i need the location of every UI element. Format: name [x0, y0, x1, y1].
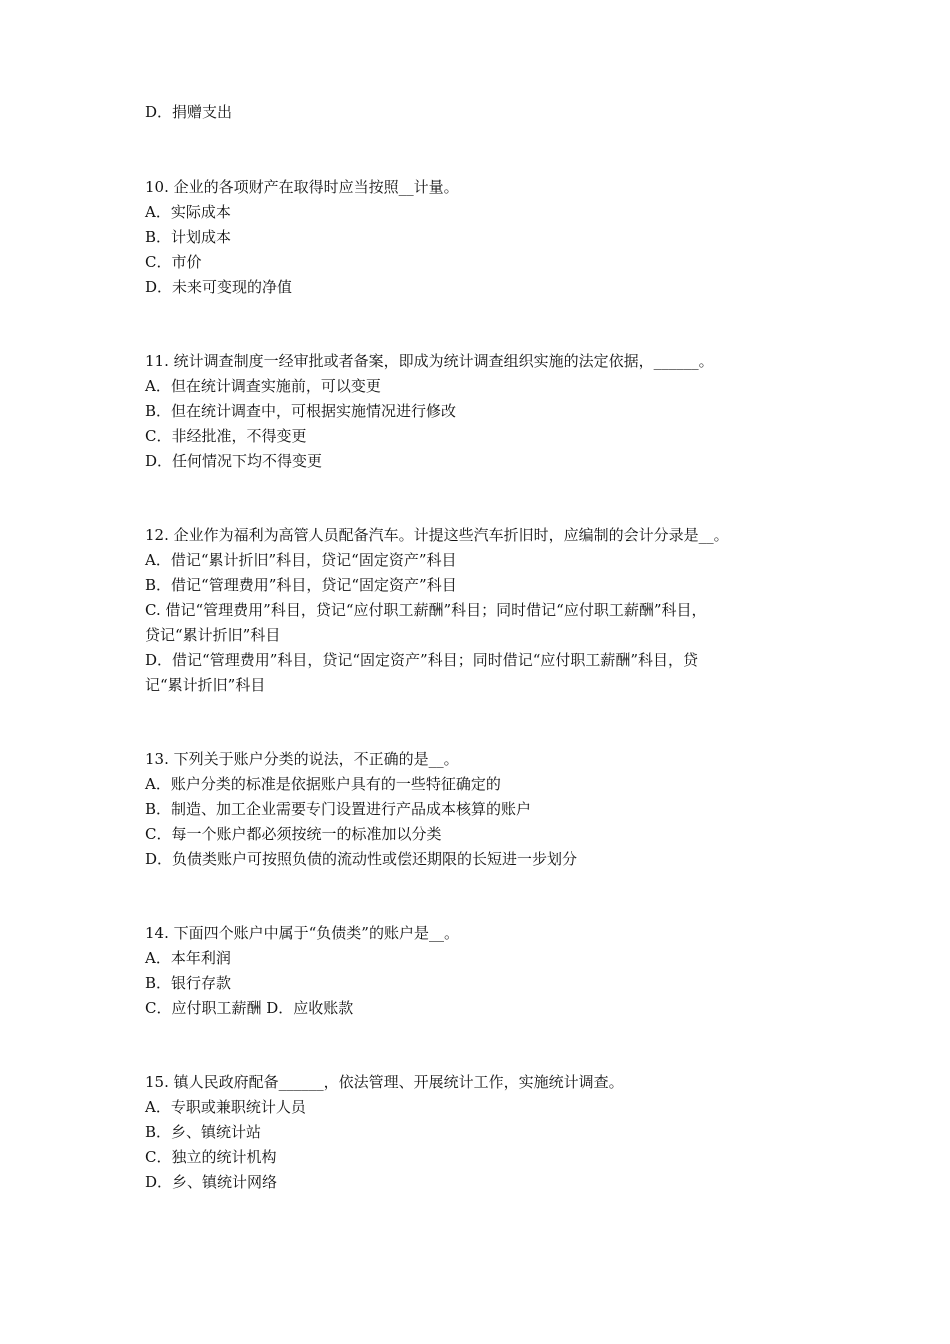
q11-option-a: A．但在统计调查实施前，可以变更 — [145, 377, 381, 395]
q10-option-d: D．未来可变现的净值 — [145, 278, 293, 296]
q11-stem: 11. 统计调查制度一经审批或者备案，即成为统计调查组织实施的法定依据，______。 — [145, 352, 714, 370]
q14-stem: 14. 下面四个账户中属于“负债类”的账户是__。 — [145, 924, 459, 942]
q14-option-a: A．本年利润 — [145, 949, 231, 967]
q14-option-c-d: C．应付职工薪酬 D．应收账款 — [145, 999, 354, 1017]
q15-option-c: C．独立的统计机构 — [145, 1148, 277, 1166]
q15-stem: 15. 镇人民政府配备______，依法管理、开展统计工作，实施统计调查。 — [145, 1073, 624, 1091]
q12-stem: 12. 企业作为福利为高管人员配备汽车。计提这些汽车折旧时，应编制的会计分录是__。 — [145, 526, 729, 544]
q11-option-d: D．任何情况下均不得变更 — [145, 452, 323, 470]
q13-option-b: B．制造、加工企业需要专门设置进行产品成本核算的账户 — [145, 800, 532, 818]
q12-option-c-continued: 贷记“累计折旧”科目 — [145, 626, 281, 644]
q15-option-b: B．乡、镇统计站 — [145, 1123, 262, 1141]
q12-option-c: C. 借记“管理费用”科目，贷记“应付职工薪酬”科目；同时借记“应付职工薪酬”科目， — [145, 601, 707, 619]
q12-option-a: A．借记“累计折旧”科目，贷记“固定资产”科目 — [145, 551, 457, 569]
q14-option-b: B．银行存款 — [145, 974, 232, 992]
q12-option-d: D．借记“管理费用”科目，贷记“固定资产”科目；同时借记“应付职工薪酬”科目，贷 — [145, 651, 699, 669]
q10-option-c: C．市价 — [145, 253, 202, 271]
q11-option-c: C．非经批准，不得变更 — [145, 427, 307, 445]
q12-option-b: B．借记“管理费用”科目，贷记“固定资产”科目 — [145, 576, 457, 594]
q15-option-a: A．专职或兼职统计人员 — [145, 1098, 306, 1116]
q13-stem: 13. 下列关于账户分类的说法，不正确的是__。 — [145, 750, 459, 768]
q10-option-b: B．计划成本 — [145, 228, 232, 246]
q15-option-d: D．乡、镇统计网络 — [145, 1173, 278, 1191]
q9-option-d: D．捐赠支出 — [145, 103, 233, 121]
q13-option-c: C．每一个账户都必须按统一的标准加以分类 — [145, 825, 442, 843]
q12-option-d-continued: 记“累计折旧”科目 — [145, 676, 266, 694]
q10-stem: 10. 企业的各项财产在取得时应当按照__计量。 — [145, 178, 459, 196]
q13-option-a: A．账户分类的标准是依据账户具有的一些特征确定的 — [145, 775, 501, 793]
q11-option-b: B．但在统计调查中，可根据实施情况进行修改 — [145, 402, 457, 420]
q10-option-a: A．实际成本 — [145, 203, 231, 221]
q13-option-d: D．负债类账户可按照负债的流动性或偿还期限的长短进一步划分 — [145, 850, 578, 868]
